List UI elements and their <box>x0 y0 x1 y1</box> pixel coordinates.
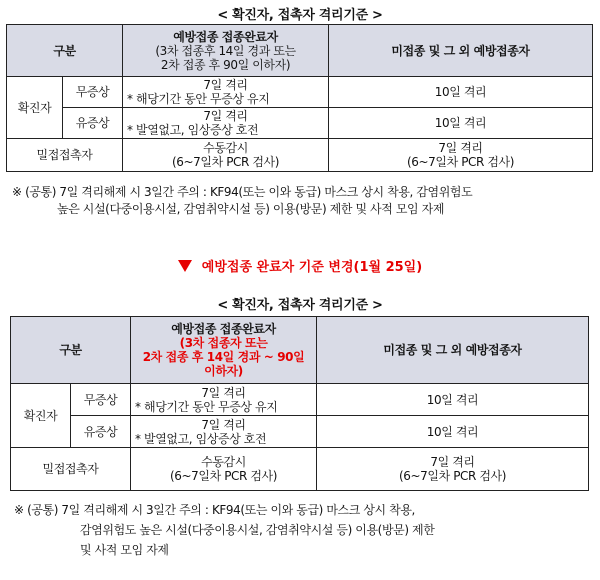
close-contact-label: 밀접접촉자 <box>11 448 131 491</box>
table2-title: < 확진자, 접촉자 격리기준 > <box>217 298 383 313</box>
table2-note: ※ (공통) 7일 격리해제 시 3일간 주의 : KF94(또는 이와 동급) 마스크 상시 착용, 감염위험도 높은 시설(다중이용시설, 감염취약시설 등) 이용(방문) 제한 및 사적 모임 자제 <box>14 503 435 557</box>
confirmed-label: 확진자 <box>7 77 63 139</box>
asym-unvaccinated-cell: 10일 격리 <box>329 77 593 108</box>
contact-vaccinated-cell: 수동감시 (6~7일차 PCR 검사) <box>131 448 317 491</box>
sym-vaccinated-cell: 7일 격리 * 발열없고, 임상증상 호전 <box>131 416 317 448</box>
asym-vaccinated-cell: 7일 격리 * 해당기간 동안 무증상 유지 <box>131 384 317 416</box>
symptomatic-label: 유증상 <box>71 416 131 448</box>
contact-unvaccinated-cell: 7일 격리 (6~7일차 PCR 검사) <box>317 448 589 491</box>
header-unvaccinated: 미접종 및 그 외 예방접종자 <box>329 25 593 77</box>
header-group: 구분 <box>11 317 131 384</box>
header-unvaccinated: 미접종 및 그 외 예방접종자 <box>317 317 589 384</box>
asym-vaccinated-cell: 7일 격리 * 해당기간 동안 무증상 유지 <box>123 77 329 108</box>
quarantine-table-after <box>10 316 589 491</box>
asym-unvaccinated-cell: 10일 격리 <box>317 384 589 416</box>
symptomatic-label: 유증상 <box>63 108 123 139</box>
contact-vaccinated-cell: 수동감시 (6~7일차 PCR 검사) <box>123 139 329 172</box>
header-vaccinated: 예방접종 접종완료자 (3차 접종후 14일 경과 또는 2차 접종 후 90일 이하자) <box>123 25 329 77</box>
table1-note: ※ (공통) 7일 격리해제 시 3일간 주의 : KF94(또는 이와 동급) 마스크 상시 착용, 감염위험도 높은 시설(다중이용시설, 감염취약시설 등) 이용(방문) 제한 및 사적 모임 자제 <box>12 185 473 216</box>
contact-unvaccinated-cell: 7일 격리 (6~7일차 PCR 검사) <box>329 139 593 172</box>
close-contact-label: 밀접접촉자 <box>7 139 123 172</box>
quarantine-table-before <box>6 24 593 172</box>
asymptomatic-label: 무증상 <box>71 384 131 416</box>
change-notice: 예방접종 완료자 기준 변경(1월 25일) <box>0 256 600 275</box>
sym-unvaccinated-cell: 10일 격리 <box>317 416 589 448</box>
table1-title: < 확진자, 접촉자 격리기준 > <box>217 8 383 23</box>
asymptomatic-label: 무증상 <box>63 77 123 108</box>
sym-unvaccinated-cell: 10일 격리 <box>329 108 593 139</box>
header-group: 구분 <box>7 25 123 77</box>
header-vaccinated: 예방접종 접종완료자 (3차 접종자 또는 2차 접종 후 14일 경과 ~ 90일 이하자) <box>131 317 317 384</box>
sym-vaccinated-cell: 7일 격리 * 발열없고, 임상증상 호전 <box>123 108 329 139</box>
confirmed-label: 확진자 <box>11 384 71 448</box>
down-triangle-icon <box>178 260 192 272</box>
